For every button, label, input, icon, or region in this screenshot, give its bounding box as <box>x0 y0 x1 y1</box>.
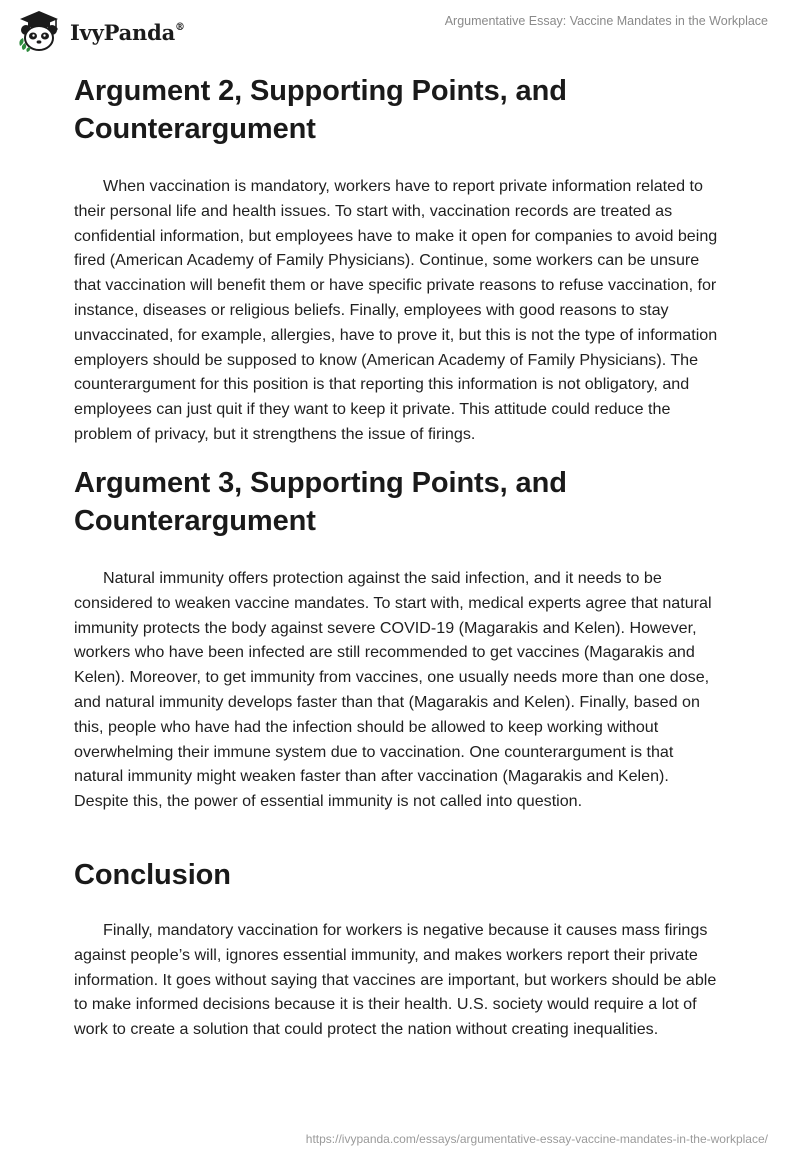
brand-name: IvyPanda® <box>70 19 185 45</box>
brand-logo[interactable] <box>16 8 185 54</box>
panda-graduate-icon <box>16 8 62 54</box>
section-paragraph-conclusion: Finally, mandatory vaccination for workers is negative because it causes mass firings against people’s will, ignores essential immunity, and makes workers report their private information. It goes without saying that vaccines are important, but workers should be able to make informed decisions because it is their health. U.S. society would require a lot of work to create a solution that could protect the nation without creating inequalities. <box>74 921 717 1039</box>
source-url-link[interactable]: https://ivypanda.com/essays/argumentative-essay-vaccine-mandates-in-the-workplace/ <box>305 1132 768 1146</box>
section-heading-argument-3: Argument 3, Supporting Points, and Counterargument <box>74 467 567 537</box>
section-paragraph-argument-2: When vaccination is mandatory, workers have to report private information related to their personal life and health issues. To start with, vaccination records are treated as confidential information, but employees have to make it open for companies to avoid being fired (American Academy of Family Physicians). Continue, some workers can be unsure that vaccination will benefit them or have specific private reasons to refuse vaccination, for instance, diseases or religious beliefs. Finally, employees with good reasons to stay unvaccinated, for example, allergies, have to prove it, but this is not the type of information employers should be supposed to know (American Academy of Family Physicians). The counterargument for this position is that reporting this information is not obligatory, and employees can just quit if they want to keep it private. This attitude could reduce the problem of privacy, but it strengthens the issue of firings. <box>74 177 718 443</box>
registered-mark: ® <box>175 21 185 33</box>
section-heading-conclusion: Conclusion <box>74 859 231 891</box>
document-title: Argumentative Essay: Vaccine Mandates in the Workplace <box>444 14 768 28</box>
section-paragraph-argument-3: Natural immunity offers protection against the said infection, and it needs to be considered to weaken vaccine mandates. To start with, medical experts agree that natural immunity protects the body against severe COVID-19 (Magarakis and Kelen). However, workers who have been infected are still recommended to get vaccines (Magarakis and Kelen). Moreover, to get immunity from vaccines, one usually needs more than one dose, and natural immunity develops faster than that (Magarakis and Kelen). Finally, based on this, people who have had the infection should be allowed to keep working without overwhelming their immune system due to vaccination. One counterargument is that natural immunity might weaken faster than after vaccination (Magarakis and Kelen). Despite this, the power of essential immunity is not called into question. <box>74 569 712 811</box>
section-heading-argument-2: Argument 2, Supporting Points, and Counterargument <box>74 75 567 145</box>
page-header <box>0 0 800 60</box>
